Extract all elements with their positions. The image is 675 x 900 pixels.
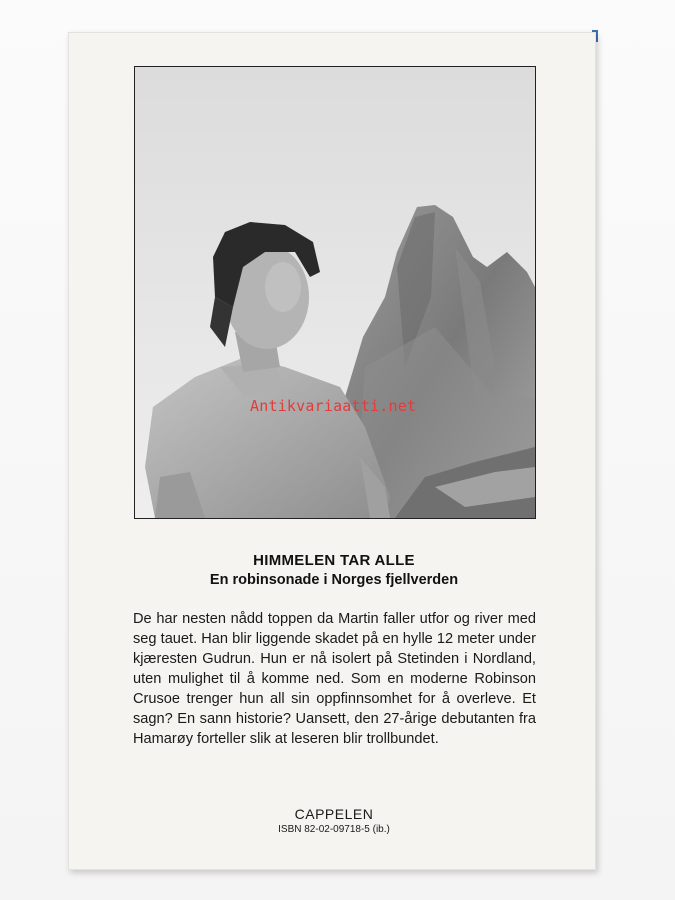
author-photo — [134, 66, 536, 519]
watermark-text: Antikvariaatti.net — [250, 397, 417, 415]
book-subtitle: En robinsonade i Norges fjellverden — [209, 572, 459, 588]
isbn-number: ISBN 82-02-09718-5 (ib.) — [278, 824, 390, 835]
book-blurb: De har nesten nådd toppen da Martin faller utfor og river med seg tauet. Han blir liggende skadet på en hylle 12 meter under kjæresten Gudrun. Hun er nå isolert på Stetinden i Nordland, uten mulighet til å komme ned. Som en moderne Robinson Crusoe trenger hun all sin oppfinnsomhet for å overleve. Et sagn? En sann historie? Uansett, den 27-årige debutanten fra Hamarøy forteller slik at leseren blir trollbundet. — [133, 611, 536, 747]
book-title: HIMMELEN TAR ALLE — [253, 552, 415, 569]
publisher-name: CAPPELEN — [294, 806, 374, 822]
